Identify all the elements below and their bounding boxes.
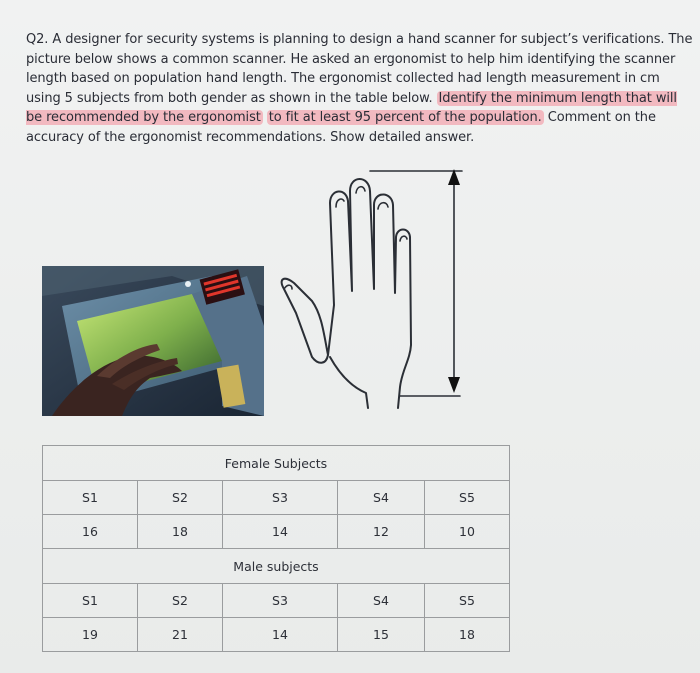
hand-length-table (42, 445, 510, 652)
male-value-s4: 15 (338, 618, 425, 652)
female-value-s4: 12 (338, 515, 425, 549)
female-value-s1: 16 (43, 515, 138, 549)
hand-outline (282, 179, 411, 408)
male-header-s1: S1 (43, 584, 138, 618)
highlight-95-percent: to fit at least 95 percent of the population. (268, 110, 542, 125)
female-header-s1: S1 (43, 481, 138, 515)
female-value-s5: 10 (425, 515, 510, 549)
female-caption: Female Subjects (43, 446, 510, 481)
male-header-s2: S2 (138, 584, 223, 618)
question-tail: Comment on the accuracy of the ergonomist recommendations. Show detailed answer. (26, 110, 656, 145)
female-value-s2: 18 (138, 515, 223, 549)
male-header-s4: S4 (338, 584, 425, 618)
male-value-s2: 21 (138, 618, 223, 652)
male-header-s3: S3 (223, 584, 338, 618)
question-text (26, 30, 694, 147)
male-value-s1: 19 (43, 618, 138, 652)
female-header-s5: S5 (425, 481, 510, 515)
arrow-head-bottom (448, 377, 460, 393)
female-header-s3: S3 (223, 481, 338, 515)
scanner-photo (42, 266, 264, 416)
hand-length-diagram (270, 165, 480, 419)
male-value-s5: 18 (425, 618, 510, 652)
female-value-s3: 14 (223, 515, 338, 549)
male-value-s3: 14 (223, 618, 338, 652)
question-lead: Q2. A designer for security systems is planning to design a hand scanner for subject’s verifications. The picture below shows a common scanner. He asked an ergonomist to help him identifying the scanner length based on population hand length. The ergonomist collected had length measurement in cm using 5 subjects from both gender as shown in the table below. (26, 32, 693, 106)
male-caption: Male subjects (43, 549, 510, 584)
female-header-s4: S4 (338, 481, 425, 515)
female-header-s2: S2 (138, 481, 223, 515)
highlight-minimum-length: Identify the minimum length that will be recommended by the ergonomist (26, 90, 677, 125)
male-header-s5: S5 (425, 584, 510, 618)
